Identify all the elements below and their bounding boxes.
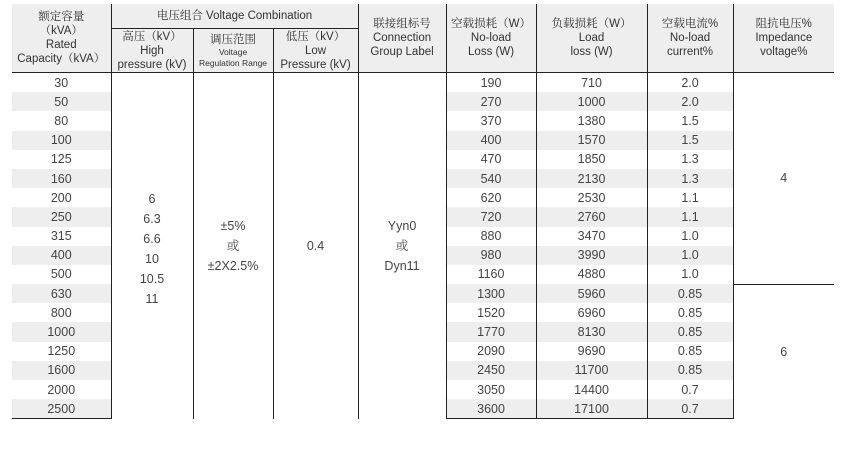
header-regulation-range-en1: Voltage (218, 46, 248, 57)
cell-no-load-loss: 370 (446, 111, 536, 130)
cell-impedance-group-2: 6 (733, 284, 834, 419)
cell-low-pressure-value: 0.4 (273, 73, 358, 419)
header-no-load-loss-en2: Loss (W) (468, 46, 515, 58)
cell-no-load-loss: 3050 (446, 380, 536, 399)
cell-high-pressure-values (111, 73, 193, 419)
header-high-pressure-cn: 高压（kV） (122, 30, 182, 43)
header-high-pressure-en1: High (140, 44, 164, 57)
header-high-pressure (111, 29, 193, 73)
cell-capacity: 30 (12, 73, 111, 93)
hv-value: 10 (145, 251, 159, 266)
header-no-load-current-cn: 空载电流% (661, 18, 719, 30)
cell-load-loss: 1380 (536, 111, 647, 130)
cell-capacity: 50 (12, 92, 111, 111)
header-connection-group (358, 4, 446, 73)
cell-no-load-loss: 720 (446, 207, 536, 226)
cell-capacity: 250 (12, 207, 111, 226)
cell-load-loss: 1850 (536, 150, 647, 169)
header-connection-group-en2: Group Label (370, 46, 434, 58)
hv-value: 6.6 (143, 231, 161, 246)
hv-value: 11 (145, 291, 159, 306)
header-no-load-current (647, 4, 733, 73)
connection-value: 或 (395, 238, 409, 253)
hv-value: 10.5 (139, 271, 165, 286)
cell-no-load-current: 1.1 (647, 188, 733, 207)
header-rated-capacity-cn: 额定容量 (38, 11, 85, 23)
cell-no-load-current: 1.5 (647, 111, 733, 130)
cell-no-load-current: 1.0 (647, 246, 733, 265)
cell-capacity: 1000 (12, 322, 111, 341)
header-connection-group-cn: 联接组标号 (373, 18, 431, 30)
cell-load-loss: 14400 (536, 380, 647, 399)
header-low-pressure (273, 29, 358, 73)
cell-capacity: 315 (12, 227, 111, 246)
cell-no-load-loss: 470 (446, 150, 536, 169)
header-no-load-current-en2: current% (667, 46, 714, 58)
header-load-loss-cn: 负载损耗（W） (551, 18, 632, 30)
cell-no-load-current: 1.0 (647, 265, 733, 284)
cell-capacity: 125 (12, 150, 111, 169)
cell-no-load-current: 2.0 (647, 73, 733, 93)
cell-capacity: 630 (12, 284, 111, 303)
cell-no-load-loss: 880 (446, 227, 536, 246)
header-no-load-current-en1: No-load (669, 32, 711, 44)
cell-load-loss: 2130 (536, 169, 647, 188)
header-regulation-range (193, 29, 273, 73)
table-body (12, 73, 834, 419)
connection-value: Dyn11 (384, 258, 420, 273)
cell-load-loss: 1000 (536, 92, 647, 111)
cell-no-load-loss: 980 (446, 246, 536, 265)
cell-no-load-current: 0.85 (647, 342, 733, 361)
header-rated-capacity (12, 4, 111, 73)
connection-value: Yyn0 (387, 218, 417, 233)
cell-no-load-current: 1.3 (647, 150, 733, 169)
cell-capacity: 500 (12, 265, 111, 284)
header-rated-capacity-unit: （kVA） (39, 25, 83, 37)
cell-no-load-current: 1.3 (647, 169, 733, 188)
table-row (12, 73, 834, 93)
cell-no-load-loss: 190 (446, 73, 536, 93)
cell-no-load-loss: 1770 (446, 322, 536, 341)
header-rated-capacity-en1: Rated (45, 39, 77, 51)
cell-no-load-current: 1.1 (647, 207, 733, 226)
transformer-spec-table (12, 4, 834, 419)
cell-no-load-loss: 2450 (446, 361, 536, 380)
header-regulation-range-cn: 调压范围 (210, 33, 256, 46)
cell-load-loss: 5960 (536, 284, 647, 303)
cell-capacity: 400 (12, 246, 111, 265)
header-load-loss-en1: Load (578, 32, 605, 44)
cell-load-loss: 1570 (536, 131, 647, 150)
header-impedance-voltage-en1: Impedance (755, 32, 813, 44)
cell-no-load-current: 0.85 (647, 284, 733, 303)
cell-load-loss: 3990 (536, 246, 647, 265)
regulation-value: 或 (226, 238, 240, 253)
header-load-loss (536, 4, 647, 73)
cell-capacity: 2500 (12, 399, 111, 419)
cell-capacity: 1250 (12, 342, 111, 361)
cell-no-load-current: 0.85 (647, 322, 733, 341)
header-impedance-voltage-cn: 阻抗电压% (755, 18, 812, 30)
cell-capacity: 160 (12, 169, 111, 188)
cell-capacity: 200 (12, 188, 111, 207)
cell-no-load-loss: 1300 (446, 284, 536, 303)
header-rated-capacity-en2: Capacity（kVA） (17, 53, 106, 65)
cell-load-loss: 2530 (536, 188, 647, 207)
cell-no-load-loss: 540 (446, 169, 536, 188)
header-impedance-voltage (733, 4, 834, 73)
cell-no-load-current: 0.7 (647, 380, 733, 399)
cell-no-load-current: 0.7 (647, 399, 733, 419)
header-load-loss-en2: loss (W) (570, 46, 613, 58)
hv-value: 6 (148, 191, 156, 206)
cell-load-loss: 2760 (536, 207, 647, 226)
cell-load-loss: 6960 (536, 303, 647, 322)
cell-no-load-current: 1.0 (647, 227, 733, 246)
header-regulation-range-en2: Regulation Range (198, 57, 268, 68)
cell-capacity: 2000 (12, 380, 111, 399)
cell-capacity: 1600 (12, 361, 111, 380)
cell-no-load-loss: 400 (446, 131, 536, 150)
cell-load-loss: 17100 (536, 399, 647, 419)
cell-load-loss: 4880 (536, 265, 647, 284)
cell-no-load-current: 0.85 (647, 361, 733, 380)
cell-load-loss: 9690 (536, 342, 647, 361)
cell-connection-values (358, 73, 446, 419)
cell-impedance-group-1: 4 (733, 73, 834, 285)
cell-no-load-loss: 3600 (446, 399, 536, 419)
table-header (12, 4, 834, 73)
cell-capacity: 80 (12, 111, 111, 130)
cell-no-load-current: 2.0 (647, 92, 733, 111)
cell-capacity: 100 (12, 131, 111, 150)
header-impedance-voltage-en2: voltage% (760, 46, 808, 58)
header-low-pressure-en1: Low (304, 44, 327, 57)
header-low-pressure-cn: 低压（kV） (285, 30, 346, 43)
cell-load-loss: 11700 (536, 361, 647, 380)
cell-capacity: 800 (12, 303, 111, 322)
header-no-load-loss-cn: 空载损耗（W） (451, 18, 531, 30)
header-no-load-loss (446, 4, 536, 73)
cell-no-load-loss: 1520 (446, 303, 536, 322)
cell-no-load-current: 0.85 (647, 303, 733, 322)
hv-value: 6.3 (143, 211, 161, 226)
header-connection-group-en1: Connection (372, 32, 432, 44)
cell-no-load-loss: 270 (446, 92, 536, 111)
cell-load-loss: 3470 (536, 227, 647, 246)
header-low-pressure-en2: Pressure (kV) (280, 58, 351, 71)
cell-no-load-loss: 2090 (446, 342, 536, 361)
regulation-value: ±5% (220, 218, 246, 233)
cell-no-load-current: 1.5 (647, 131, 733, 150)
regulation-value: ±2X2.5% (207, 258, 259, 273)
cell-load-loss: 710 (536, 73, 647, 93)
cell-no-load-loss: 1160 (446, 265, 536, 284)
cell-regulation-values (193, 73, 273, 419)
header-no-load-loss-en1: No-load (470, 32, 512, 44)
header-high-pressure-en2: pressure (kV) (117, 58, 187, 71)
cell-no-load-loss: 620 (446, 188, 536, 207)
header-voltage-combination: 电压组合 Voltage Combination (111, 4, 358, 29)
cell-load-loss: 8130 (536, 322, 647, 341)
